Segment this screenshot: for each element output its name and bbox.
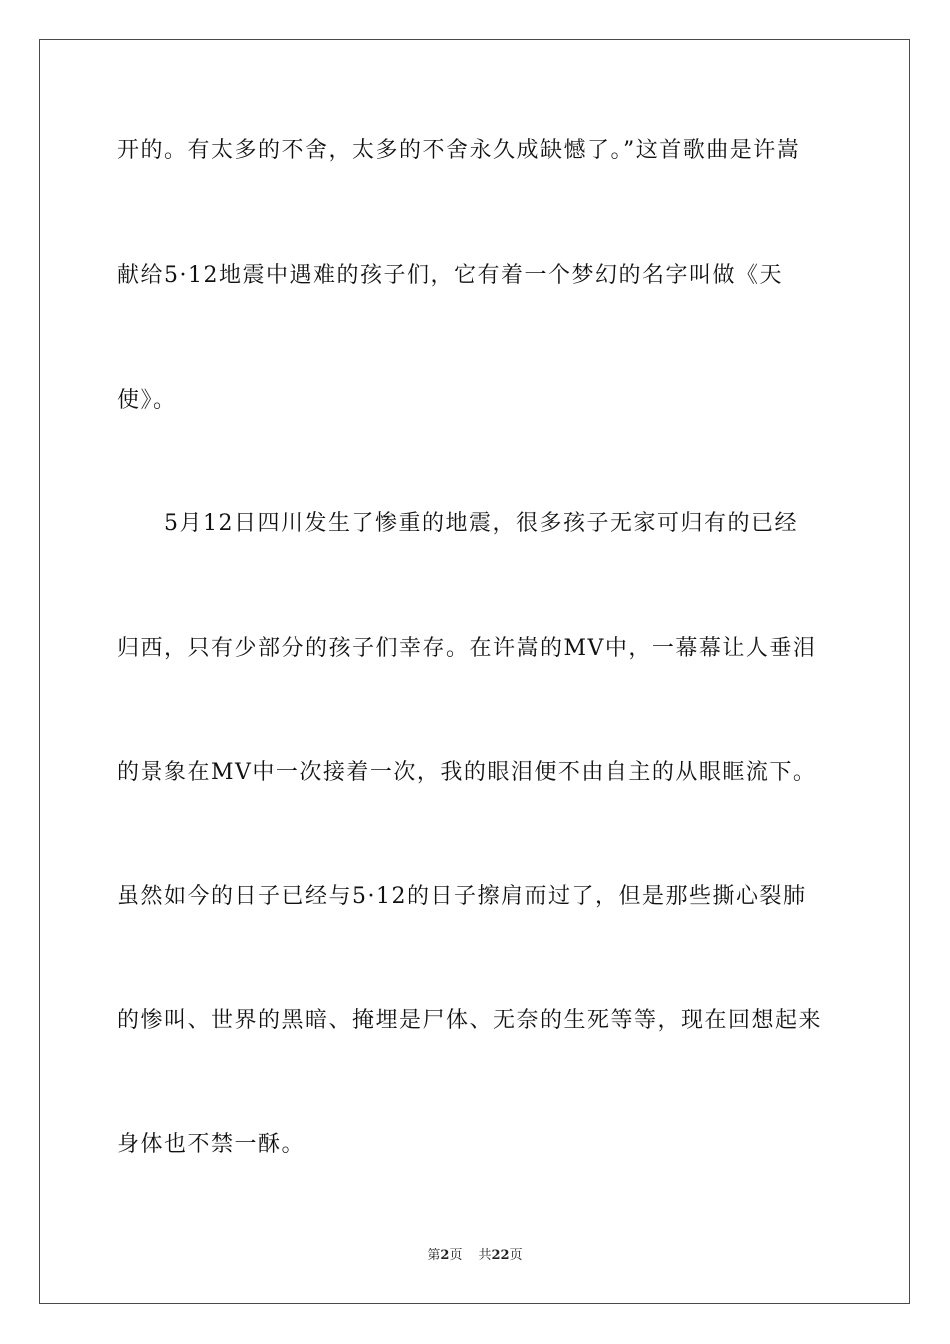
text-line: 使》。	[117, 388, 177, 413]
text-line: 的景象在MV中一次接着一次，我的眼泪便不由自主的从眼眶流下。	[117, 760, 817, 785]
text-line: 开的。有太多的不舍，太多的不舍永久成缺憾了。”这首歌曲是许嵩	[117, 138, 801, 163]
current-page-number: 2	[440, 1248, 450, 1263]
page-number-prefix: 第	[427, 1248, 441, 1263]
page-border	[39, 39, 910, 1304]
text-line: 献给5·12地震中遇难的孩子们，它有着一个梦幻的名字叫做《天	[117, 263, 783, 288]
page-number-unit: 页	[449, 1248, 463, 1263]
page-footer	[0, 1246, 950, 1266]
text-line: 虽然如今的日子已经与5·12的日子擦肩而过了，但是那些撕心裂肺	[117, 884, 807, 909]
text-line: 归西，只有少部分的孩子们幸存。在许嵩的MV中，一幕幕让人垂泪	[117, 636, 817, 661]
text-line: 5月12日四川发生了惨重的地震，很多孩子无家可归有的已经	[164, 511, 798, 536]
total-pages-number: 22	[491, 1248, 510, 1263]
total-pages-prefix: 共	[478, 1248, 492, 1263]
text-line: 的惨叫、世界的黑暗、掩埋是尸体、无奈的生死等等，现在回想起来	[117, 1008, 823, 1033]
total-pages-unit: 页	[509, 1248, 523, 1263]
text-line: 身体也不禁一酥。	[117, 1132, 306, 1157]
